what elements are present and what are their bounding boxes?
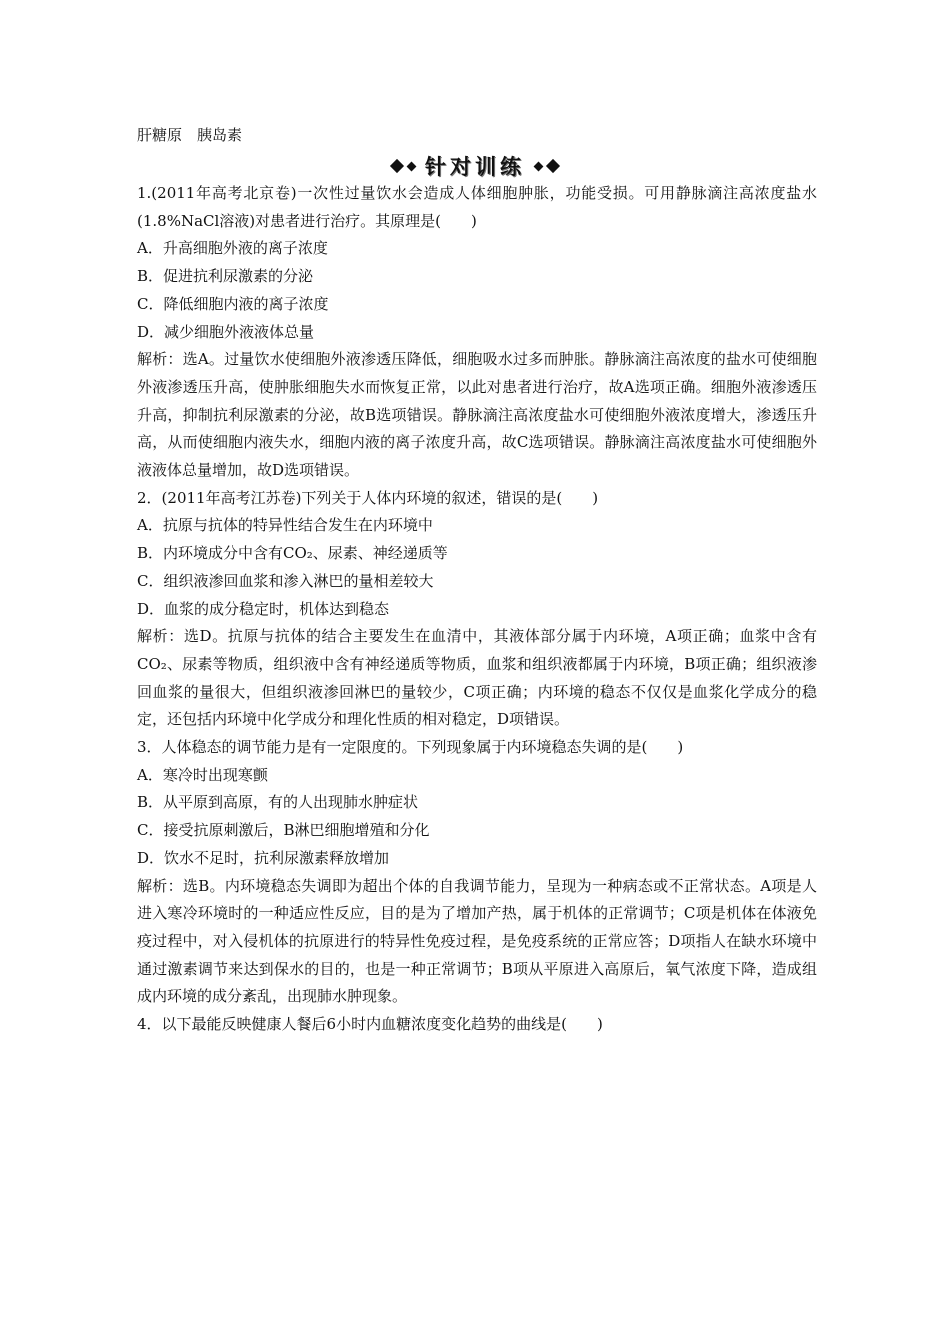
header-text: 肝糖原 胰岛素 [137,126,243,144]
question-stem: 3．人体稳态的调节能力是有一定限度的。下列现象属于内环境稳态失调的是( ) [137,738,684,757]
question-option: B．内环境成分中含有CO₂、尿素、神经递质等 [137,544,448,563]
diamond-icon [407,161,417,171]
question-option: D．减少细胞外液液体总量 [137,322,315,341]
section-title: 针对训练 [425,155,525,179]
question-stem: 4．以下最能反映健康人餐后6小时内血糖浓度变化趋势的曲线是( ) [137,1015,603,1034]
diamond-icon [534,161,544,171]
question-stem: 1.(2011年高考北京卷)一次性过量饮水会造成人体细胞肿胀，功能受损。可用静脉滴注高浓度盐水(1.8%NaCl溶液)对患者进行治疗。其原理是( ) [137,184,817,230]
question-option: A．升高细胞外液的离子浓度 [137,239,328,258]
diamond-icon [546,159,560,173]
question-option: C．组织液渗回血浆和渗入淋巴的量相差较大 [137,571,434,590]
question-option: C．接受抗原刺激后，B淋巴细胞增殖和分化 [137,821,430,840]
question-analysis: 解析：选A。过量饮水使细胞外液渗透压降低，细胞吸水过多而肿胀。静脉滴注高浓度的盐水可使细胞外液渗透压升高，使肿胀细胞失水而恢复正常，以此对患者进行治疗，故A选项正确。细胞外液渗透压升高，抑制抗利尿激素的分泌，故B选项错误。静脉滴注高浓度盐水可使细胞外液浓度增大，渗透压升高，从而使细胞内液失水，细胞内液的离子浓度升高，故C选项错误。静脉滴注高浓度盐水可使细胞外液液体总量增加，故D选项错误。 [137,350,817,480]
diamond-icon [390,159,404,173]
question-option: C．降低细胞内液的离子浓度 [137,294,329,313]
question-option: D．饮水不足时，抗利尿激素释放增加 [137,848,390,867]
question-analysis: 解析：选B。内环境稳态失调即为超出个体的自我调节能力，呈现为一种病态或不正常状态。A项是人进入寒冷环境时的一种适应性反应，目的是为了增加产热，属于机体的正常调节；C项是机体在体液免疫过程中，对入侵机体的抗原进行的特异性免疫过程，是免疫系统的正常应答；D项指人在缺水环境中通过激素调节来达到保水的目的，也是一种正常调节；B项从平原进入高原后，氧气浓度下降，造成组成内环境的成分紊乱，出现肺水肿现象。 [137,876,817,1006]
section-banner [375,150,575,182]
question-list [137,180,817,1039]
question-option: D．血浆的成分稳定时，机体达到稳态 [137,599,390,618]
question-option: A．寒冷时出现寒颤 [137,765,268,784]
question-option: B．从平原到高原，有的人出现肺水肿症状 [137,793,419,812]
question-stem: 2．(2011年高考江苏卷)下列关于人体内环境的叙述，错误的是( ) [137,488,599,507]
question-analysis: 解析：选D。抗原与抗体的结合主要发生在血清中，其液体部分属于内环境，A项正确；血浆中含有CO₂、尿素等物质，组织液中含有神经递质等物质，血浆和组织液都属于内环境，B项正确；组织液渗回血浆的量很大，但组织液渗回淋巴的量较少，C项正确；内环境的稳态不仅仅是血浆化学成分的稳定，还包括内环境中化学成分和理化性质的相对稳定，D项错误。 [137,627,817,729]
question-option: B．促进抗利尿激素的分泌 [137,267,314,286]
question-option: A．抗原与抗体的特异性结合发生在内环境中 [137,516,433,535]
